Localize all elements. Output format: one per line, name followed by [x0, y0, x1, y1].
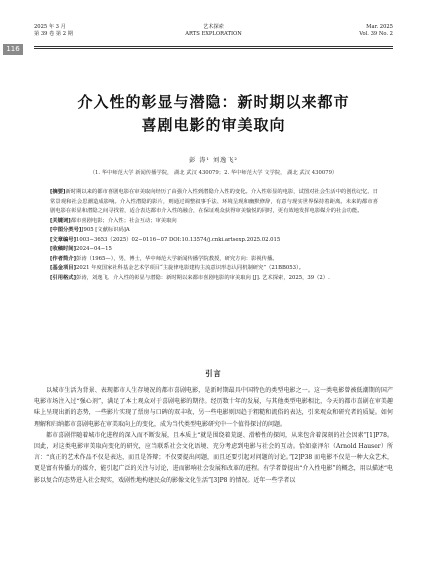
- affiliations: （1. 华中师范大学 新闻传播学院， 湖北 武汉 430079；2. 华中师范大学 文学院， 湖北 武汉 430079）: [89, 170, 338, 176]
- meta-label: [文章编号]: [50, 236, 77, 243]
- meta-text: 1003−3653（2025）02−0116−07 DOI:10.13574/j.cnki.artsexp.2025.02.015: [76, 236, 281, 243]
- section-heading: 引言: [205, 369, 222, 378]
- meta-text: 2021 年度国家社科基金艺术学项目“主旋律电影建构主流意识形态认同机制研究”（21BB053）。: [76, 265, 304, 271]
- keywords-label: [关键词]: [50, 217, 71, 224]
- meta-line: [50, 236, 378, 246]
- abstract: [50, 188, 378, 217]
- body-text: [34, 385, 393, 486]
- abstract-label: [摘要]: [50, 189, 66, 195]
- issue-date-en: Mar. 2025: [366, 24, 393, 30]
- issue-volume-en: Vol. 39 No. 2: [359, 31, 393, 37]
- meta-text: 2024−04−15: [76, 246, 112, 252]
- meta-label: [引用格式]: [50, 274, 77, 281]
- journal-name-en: ARTS EXPLORATION: [185, 31, 242, 37]
- meta-label: [中图分类号]: [50, 227, 82, 233]
- meta-line: [50, 226, 378, 236]
- issue-volume: 第 39 卷 第 2 期: [34, 31, 73, 37]
- meta-label: [基金项目]: [50, 265, 77, 271]
- page-number: 116: [3, 44, 23, 55]
- keywords: [50, 217, 378, 227]
- meta-label: [收稿时间]: [50, 246, 77, 252]
- authors: 彭 涛¹ 刘逸飞²: [189, 157, 238, 164]
- meta-label: [作者简介]: [50, 255, 77, 262]
- running-header: [34, 24, 393, 44]
- article-title-line1: 介入性的彰显与潜隐：新时期以来都市: [77, 93, 350, 111]
- header-center: [34, 24, 393, 38]
- header-rule-thin: [34, 48, 393, 49]
- meta-text: 彭涛（1965—），男，博士，华中师范大学新闻传播学院教授，研究方向：影视传播。: [76, 255, 278, 262]
- meta-text: 彭涛，刘逸飞．介入性的彰显与潜隐：新时期以来都市喜剧电影的审美取向 [J]. 艺术探索，2025，39（2）.: [76, 274, 330, 281]
- header-right: [359, 24, 393, 38]
- meta-text: J905 [文献标识码]A: [81, 227, 130, 233]
- issue-date: 2025 年 3 月: [34, 24, 66, 30]
- paragraph: 都市喜剧伴随着城市化进程的深入而不断发展，且本质上“就是围绕着荒诞、滑稽性的探问，从来包含着深刻的社会因素”[1]P78。因此，对这类电影审美取向变化的研究，应当联系社会文化语境、充分考虑到电影与社会的互动。恰如豪泽尔（Arnold Hauser）所言：“真正的艺术作品不仅是表达，而且是答辩；不仅要提出问题，而且还要引起对问题的讨论。”[2]P38 而电影不仅是一种大众艺术，更是富有传播力的媒介，能引起广泛的关注与讨论，进而影响社会发展和改革的进程。有学者曾提出“介入性电影”的概念，用以描述“电影以复合的态势进入社会现实，戏剧性地构建民众的影像文化生活”[3]P8 的情况。近年一些学者以: [34, 431, 393, 484]
- meta-line: [50, 274, 378, 284]
- meta-line: [50, 245, 378, 255]
- keywords-text: 都市喜剧电影；介入性；社会互动；审美取向: [70, 217, 177, 224]
- journal-name-cn: 艺术探索: [203, 24, 224, 30]
- meta-line: [50, 255, 378, 265]
- abstract-text: 新时期以来的都市喜剧电影在审美取向经历了由强介入性到潜隐介入性的变化。介入性彰显的电影，试图对社会生活中的创伤记忆、日常景观和社会思潮造成影响。介入性潜隐的影片，则通过调整叙事手法、环境呈现和幽默修辞，有意与现实世界保持着距离。未来的都市喜剧电影在彰显和潜隐之间寻找着，适合表达都市介入性的融合，在保证观众获得审美愉悦的同时，更有效地发挥电影媒介的社会功能。: [50, 189, 378, 214]
- header-rule-thick: [34, 46, 393, 47]
- paragraph: 以城市生活为背景、表现都市人生存境况的都市喜剧电影，是新时期最具中国特色的类型电影之一。这一类电影曾被低潮期的国产电影市场注入过“强心剂”，满足了本土观众对于喜剧电影的期待。经历数十年的发展，与其他类型电影相比，今天的都市喜剧在审美趣味上呈现出新的态势，一些影片实现了票房与口碑的双丰收，另一些电影则因趋于粗糙和流俗的表达，引来观众和研究者的质疑。如何理解和归纳都市喜剧电影在审美取向上的变化，成为当代类型电影研究中一个值得探讨的问题。: [34, 387, 393, 428]
- abstract-block: [50, 188, 378, 283]
- meta-line: [50, 264, 378, 274]
- article-title-line2: 喜剧电影的审美取向: [141, 116, 286, 134]
